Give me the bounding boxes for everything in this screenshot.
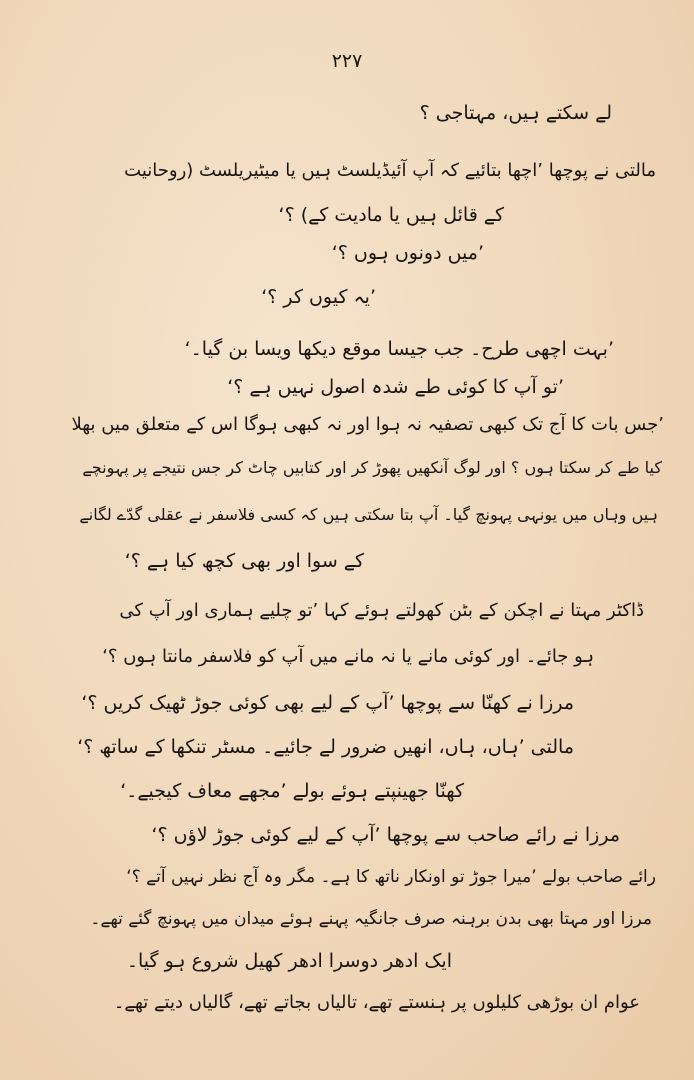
text-line: کھنّا جھینپتے ہوئے بولے ’مجھے معاف کیجیے۔‘ (120, 780, 464, 802)
text-line: ’بہت اچھی طرح۔ جب جیسا موقع دیکھا ویسا بن گیا۔‘ (184, 338, 614, 360)
text-line: مالتی ’ہاں، ہاں، انھیں ضرور لے جائیے۔ مسٹر تنکھا کے ساتھ ؟‘ (77, 736, 574, 758)
text-line: ہیں وہاں میں یونہی پہونچ گیا۔ آپ بتا سکتی ہیں کہ کسی فلاسفر نے عقلی گدّے لگانے (79, 505, 658, 524)
text-line: مرزا نے کھنّا سے پوچھا ’آپ کے لیے بھی کوئی جوڑ ٹھیک کریں ؟‘ (81, 692, 574, 714)
text-line: مرزا اور مہتا بھی بدن برہنہ صرف جانگیہ پہنے ہوئے میدان میں پہونچ گئے تھے۔ (90, 909, 652, 929)
text-line: ’جس بات کا آج تک کبھی تصفیہ نہ ہوا اور نہ کبھی ہوگا اس کے متعلق میں بھلا (71, 414, 664, 435)
text-line: ’تو آپ کا کوئی طے شدہ اصول نہیں ہے ؟‘ (227, 376, 564, 398)
text-line: کیا طے کر سکتا ہوں ؟ اور لوگ آنکھیں پھوڑ کر اور کتابیں چاٹ کر جس نتیجے پر پہونچے (82, 458, 662, 477)
text-line: ’یہ کیوں کر ؟‘ (261, 286, 376, 308)
text-line: مالتی نے پوچھا ’اچھا بتائیے کہ آپ آئیڈیلسٹ ہیں یا میٹیریلسٹ (روحانیت (124, 160, 656, 181)
text-line: ایک ادھر دوسرا ادھر کھیل شروع ہو گیا۔ (126, 950, 452, 972)
page-number: ۲۲۷ (331, 50, 363, 72)
text-line: کے سوا اور بھی کچھ کیا ہے ؟‘ (124, 550, 364, 572)
text-line: ڈاکٹر مہتا نے اچکن کے بٹن کھولتے ہوئے کہا ’تو چلیے ہماری اور آپ کی (119, 600, 644, 621)
text-line: ’میں دونوں ہوں ؟‘ (331, 242, 484, 264)
text-line: رائے صاحب بولے ’میرا جوڑ تو اونکار ناتھ کا ہے۔ مگر وہ آج نظر نہیں آتے ؟‘ (126, 867, 656, 887)
text-line: مرزا نے رائے صاحب سے پوچھا ’آپ کے لیے کوئی جوڑ لاؤں ؟‘ (151, 824, 620, 846)
text-line: کے قائل ہیں یا مادیت کے) ؟‘ (278, 204, 504, 226)
text-line: عوام ان بوڑھی کلیلوں پر ہنستے تھے، تالیاں بجاتے تھے، گالیاں دیتے تھے۔ (113, 992, 640, 1013)
text-line: ہو جائے۔ اور کوئی مانے یا نہ مانے میں آپ کو فلاسفر مانتا ہوں ؟‘ (102, 646, 594, 667)
text-line: لے سکتے ہیں، مہتاجی ؟ (419, 102, 612, 124)
